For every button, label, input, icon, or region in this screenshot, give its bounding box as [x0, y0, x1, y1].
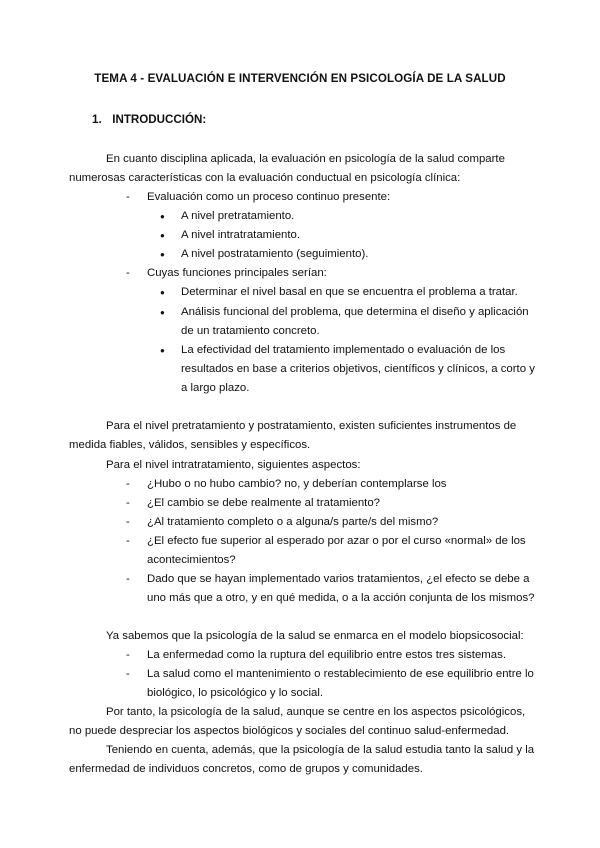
dash-marker: - — [126, 267, 130, 279]
list-subitem: La efectividad del tratamiento implementado o evaluación de los — [181, 344, 506, 356]
bullet-icon: ● — [160, 250, 165, 259]
dash-marker: - — [126, 668, 130, 680]
dash-marker: - — [126, 573, 130, 585]
bullet-icon: ● — [160, 346, 165, 355]
paragraph-line: no puede despreciar los aspectos biológicos y sociales del continuo salud-enfermedad. — [69, 725, 510, 737]
list-item: Cuyas funciones principales serían: — [147, 267, 327, 279]
paragraph-line: enfermedad de individuos concretos, como de grupos y comunidades. — [69, 763, 423, 775]
paragraph-line: En cuanto disciplina aplicada, la evaluación en psicología de la salud comparte — [106, 153, 505, 165]
list-subitem: A nivel postratamiento (seguimiento). — [181, 248, 369, 260]
list-item-cont: acontecimientos? — [147, 554, 236, 566]
document-title: TEMA 4 - EVALUACIÓN E INTERVENCIÓN EN PSICOLOGÍA DE LA SALUD — [94, 72, 506, 85]
list-subitem: Análisis funcional del problema, que determina el diseño y aplicación — [181, 306, 529, 318]
paragraph-line: Para el nivel pretratamiento y postratamiento, existen suficientes instrumentos de — [106, 420, 517, 432]
list-subitem-cont: a largo plazo. — [181, 382, 250, 394]
list-item-cont: uno más que a otro, y en qué medida, o a la acción conjunta de los mismos? — [147, 592, 535, 604]
section-title: INTRODUCCIÓN: — [112, 113, 207, 126]
section-heading — [92, 110, 206, 129]
list-item: Dado que se hayan implementado varios tratamientos, ¿el efecto se debe a — [147, 573, 530, 585]
paragraph-line: Ya sabemos que la psicología de la salud se enmarca en el modelo biopsicosocial: — [106, 630, 524, 642]
paragraph-line: Por tanto, la psicología de la salud, aunque se centre en los aspectos psicológicos, — [106, 706, 526, 718]
list-subitem-cont: de un tratamiento concreto. — [181, 325, 320, 337]
list-subitem: A nivel pretratamiento. — [181, 210, 295, 222]
dash-marker: - — [126, 535, 130, 547]
list-subitem-cont: resultados en base a criterios objetivos, científicos y clínicos, a corto y — [181, 363, 535, 375]
list-item: ¿El cambio se debe realmente al tratamiento? — [147, 497, 380, 509]
list-subitem: A nivel intratratamiento. — [181, 229, 301, 241]
list-item: La enfermedad como la ruptura del equilibrio entre estos tres sistemas. — [147, 649, 506, 661]
dash-marker: - — [126, 191, 130, 203]
list-item: ¿Hubo o no hubo cambio? no, y deberían contemplarse los — [147, 478, 447, 490]
paragraph-line: medida fiables, válidos, sensibles y específicos. — [69, 439, 311, 451]
list-item-cont: biológico, lo psicológico y lo social. — [147, 687, 324, 699]
bullet-icon: ● — [160, 231, 165, 240]
list-item: ¿El efecto fue superior al esperado por azar o por el curso «normal» de los — [147, 535, 526, 547]
bullet-icon: ● — [160, 288, 165, 297]
bullet-icon: ● — [160, 308, 165, 317]
dash-marker: - — [126, 516, 130, 528]
list-item: La salud como el mantenimiento o restablecimiento de ese equilibrio entre lo — [147, 668, 534, 680]
list-item: ¿Al tratamiento completo o a alguna/s parte/s del mismo? — [147, 516, 439, 528]
paragraph-line: Teniendo en cuenta, además, que la psicología de la salud estudia tanto la salud y la — [106, 744, 535, 756]
paragraph-line: Para el nivel intratratamiento, siguientes aspectos: — [106, 459, 361, 471]
dash-marker: - — [126, 497, 130, 509]
dash-marker: - — [126, 649, 130, 661]
list-item: Evaluación como un proceso continuo presente: — [147, 191, 391, 203]
paragraph-line: numerosas características con la evaluación conductual en psicología clínica: — [69, 172, 461, 184]
dash-marker: - — [126, 478, 130, 490]
bullet-icon: ● — [160, 212, 165, 221]
list-subitem: Determinar el nivel basal en que se encuentra el problema a tratar. — [181, 286, 518, 298]
section-number: 1. — [92, 113, 102, 126]
